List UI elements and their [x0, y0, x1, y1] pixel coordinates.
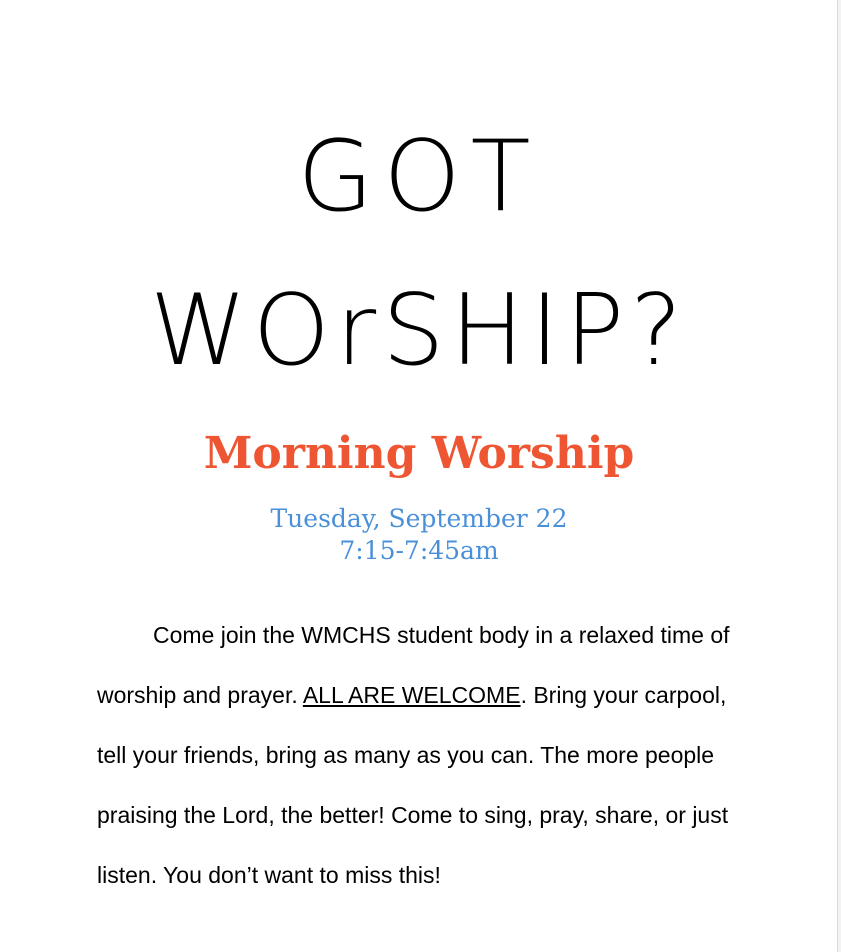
body-text-part-1: Come join the WMCHS student body in a relaxed time of worship and prayer. — [97, 622, 730, 708]
body-text-part-2: . Bring your carpool, tell your friends, bring as many as you can. The more people praising the Lord, the better! Come to sing, pray, share, or just listen. You don’t want to miss this! — [97, 682, 729, 888]
event-title: Morning Worship — [203, 428, 635, 479]
headline-line-2: WOrSHIP? — [149, 274, 689, 388]
headline-line-1: GOT — [297, 120, 541, 234]
body-paragraph — [97, 605, 757, 905]
welcome-highlight: ALL ARE WELCOME — [302, 682, 521, 708]
event-time: 7:15-7:45am — [339, 536, 499, 565]
event-date: Tuesday, September 22 — [270, 504, 568, 533]
